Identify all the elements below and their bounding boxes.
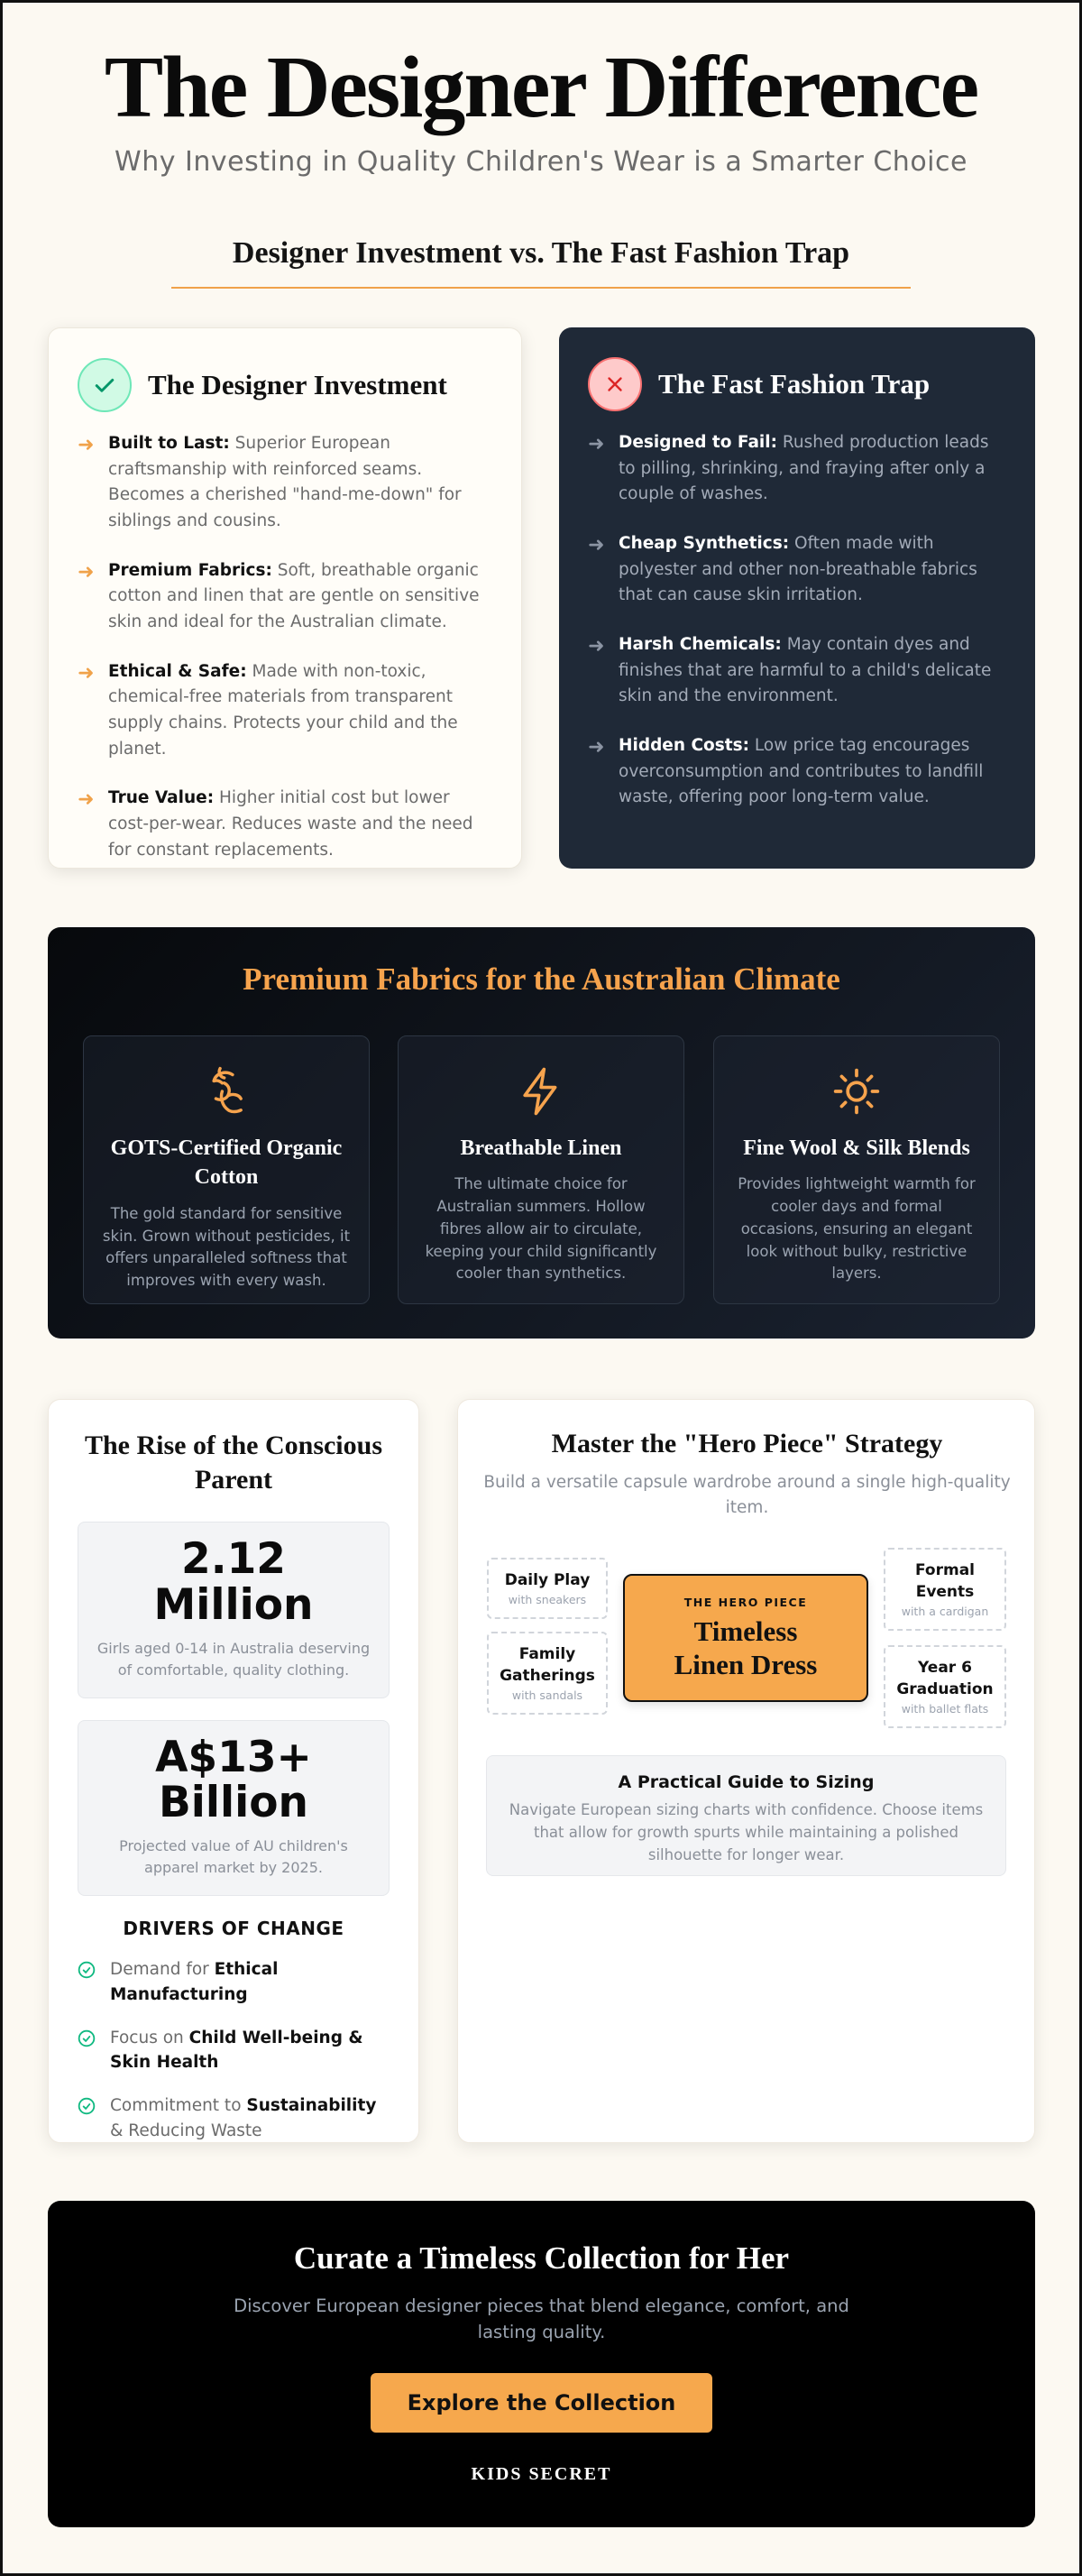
point-text: Soft, breathable organic cotton and linen that are gentle on sensitive skin and ideal for the Australian climate. — [108, 560, 480, 632]
fabric-card-linen — [398, 1035, 684, 1304]
fabric-description: Provides lightweight warmth for cooler days and formal occasions, ensuring an elegant look without bulky, restrictive layers. — [738, 1175, 976, 1283]
point-text: Superior European craftsmanship with reinforced seams. Becomes a cherished "hand-me-down" for siblings and cousins. — [108, 434, 462, 531]
driver-text: Commitment to — [110, 2096, 247, 2115]
designer-investment-card — [48, 327, 522, 869]
fabric-title: GOTS-Certified Organic Cotton — [110, 1136, 343, 1190]
point-label: Hidden Costs: — [619, 736, 750, 756]
brand-name: KIDS SECRET — [471, 2464, 612, 2484]
occasion-note: with ballet flats — [901, 1702, 989, 1716]
occasion-daily-play — [487, 1558, 608, 1619]
sizing-guide — [486, 1755, 1006, 1876]
occasion-label: Family Gatherings — [500, 1644, 595, 1685]
check-circle-icon — [78, 2026, 110, 2076]
fabric-title: Fine Wool & Silk Blends — [743, 1136, 970, 1160]
driver-highlight: Sustainability — [246, 2096, 377, 2115]
comparison-heading: Designer Investment vs. The Fast Fashion Trap — [171, 236, 911, 289]
occasion-label: Year 6 Graduation — [896, 1658, 994, 1698]
stat-box — [78, 1522, 390, 1698]
stat-value: A$13+ Billion — [155, 1732, 312, 1828]
fabrics-section — [48, 927, 1035, 1339]
conscious-parent-card — [48, 1399, 419, 2143]
point-label: True Value: — [108, 788, 215, 808]
occasion-family-gatherings — [487, 1632, 608, 1715]
check-circle-icon — [78, 2093, 110, 2144]
driver-item — [78, 2093, 390, 2144]
driver-highlight: Child Well-being & Skin Health — [110, 2028, 363, 2073]
sizing-guide-title: A Practical Guide to Sizing — [618, 1772, 875, 1792]
sun-icon — [732, 1062, 981, 1121]
fast-fashion-point — [588, 531, 1008, 609]
fabrics-title: Premium Fabrics for the Australian Climate — [243, 961, 840, 997]
designer-point — [78, 786, 494, 863]
driver-item — [78, 1957, 390, 2008]
explore-collection-button[interactable]: Explore the Collection — [371, 2373, 712, 2433]
point-label: Harsh Chemicals: — [619, 635, 782, 655]
occasion-note: with sneakers — [508, 1593, 587, 1607]
stat-description: Girls aged 0-14 in Australia deserving of comfortable, quality clothing. — [96, 1639, 371, 1679]
page-subtitle: Why Investing in Quality Children's Wear is a Smarter Choice — [115, 146, 967, 178]
arrow-right-icon: ➜ — [588, 433, 605, 455]
sizing-guide-description: Navigate European sizing charts with confidence. Choose items that allow for growth spurts while maintaining a polished silhouette for longer wear. — [509, 1801, 984, 1863]
lightning-icon — [417, 1062, 665, 1121]
point-text: Higher initial cost but lower cost-per-wear. Reduces waste and the need for constant replacements. — [108, 788, 473, 860]
point-label: Premium Fabrics: — [108, 560, 272, 580]
fast-fashion-card-title: The Fast Fashion Trap — [658, 368, 931, 400]
hero-piece-center — [623, 1574, 868, 1702]
designer-point — [78, 558, 494, 636]
fabric-title: Breathable Linen — [460, 1136, 622, 1160]
stat-value: 2.12 Million — [153, 1534, 314, 1630]
check-circle-icon — [78, 1957, 110, 2008]
hero-piece-card — [457, 1399, 1035, 2143]
leaf-icon — [102, 1062, 351, 1121]
fabric-card-cotton — [83, 1035, 370, 1304]
designer-point — [78, 659, 494, 763]
cta-subtitle: Discover European designer pieces that blend elegance, comfort, and lasting quality. — [234, 2295, 849, 2343]
designer-point — [78, 431, 494, 535]
driver-item — [78, 2026, 390, 2076]
fast-fashion-point — [588, 632, 1008, 710]
fast-fashion-point — [588, 733, 1008, 811]
fabric-description: The ultimate choice for Australian summers. Hollow fibres allow air to circulate, keeping your child significantly cooler than synthetics. — [425, 1175, 657, 1283]
x-icon — [588, 357, 642, 411]
driver-text: Focus on — [110, 2028, 189, 2047]
fast-fashion-card-header — [588, 354, 1008, 414]
check-icon — [78, 358, 132, 412]
fast-fashion-point — [588, 430, 1008, 508]
point-label: Ethical & Safe: — [108, 661, 247, 681]
point-label: Cheap Synthetics: — [619, 534, 790, 554]
occasion-label: Formal Events — [915, 1560, 975, 1601]
fast-fashion-card — [559, 327, 1035, 869]
point-text: Made with non-toxic, chemical-free materials from transparent supply chains. Protects your child and the planet. — [108, 661, 458, 759]
arrow-right-icon: ➜ — [588, 635, 605, 658]
driver-highlight: Ethical Manufacturing — [110, 1960, 279, 2004]
occasion-formal-events — [884, 1548, 1006, 1631]
stat-description: Projected value of AU children's apparel market by 2025. — [119, 1837, 348, 1876]
driver-text: Demand for — [110, 1960, 215, 1979]
point-text: Low price tag encourages overconsumption and contributes to landfill waste, offering poor long-term value. — [619, 736, 984, 807]
driver-text: & Reducing Waste — [110, 2121, 262, 2140]
cta-section — [48, 2201, 1035, 2527]
arrow-right-icon: ➜ — [78, 434, 95, 456]
point-text: May contain dyes and finishes that are harmful to a child's delicate skin and the environment. — [619, 635, 992, 706]
page-title: The Designer Difference — [104, 39, 978, 136]
hero-piece-item: Timeless Linen Dress — [674, 1615, 818, 1681]
arrow-right-icon: ➜ — [78, 788, 95, 812]
hero-piece-title: Master the "Hero Piece" Strategy — [551, 1429, 943, 1458]
arrow-right-icon: ➜ — [588, 736, 605, 759]
fabric-description: The gold standard for sensitive skin. Grown without pesticides, it offers unparalleled softness that improves with every wash. — [102, 1204, 351, 1290]
designer-card-header — [78, 355, 494, 415]
point-text: Rushed production leads to pilling, shrinking, and fraying after only a couple of washes. — [619, 433, 989, 504]
arrow-right-icon: ➜ — [78, 560, 95, 584]
fabric-card-wool-silk — [713, 1035, 1000, 1304]
designer-card-title: The Designer Investment — [148, 369, 447, 400]
arrow-right-icon: ➜ — [588, 534, 605, 557]
point-label: Designed to Fail: — [619, 433, 778, 452]
stat-box — [78, 1720, 390, 1897]
cta-title: Curate a Timeless Collection for Her — [293, 2240, 790, 2276]
point-label: Built to Last: — [108, 434, 230, 453]
hero-piece-subtitle: Build a versatile capsule wardrobe around a single high-quality item. — [483, 1473, 1011, 1517]
arrow-right-icon: ➜ — [78, 661, 95, 685]
occasion-year-6-graduation — [884, 1645, 1006, 1728]
occasion-note: with sandals — [511, 1688, 583, 1703]
conscious-parent-title: The Rise of the Conscious Parent — [84, 1431, 382, 1495]
occasion-note: with a cardigan — [901, 1605, 989, 1619]
point-text: Often made with polyester and other non-breathable fabrics that can cause skin irritation. — [619, 534, 977, 605]
drivers-title: DRIVERS OF CHANGE — [123, 1918, 344, 1939]
occasion-label: Daily Play — [504, 1570, 591, 1589]
hero-piece-tag: THE HERO PIECE — [683, 1596, 808, 1609]
